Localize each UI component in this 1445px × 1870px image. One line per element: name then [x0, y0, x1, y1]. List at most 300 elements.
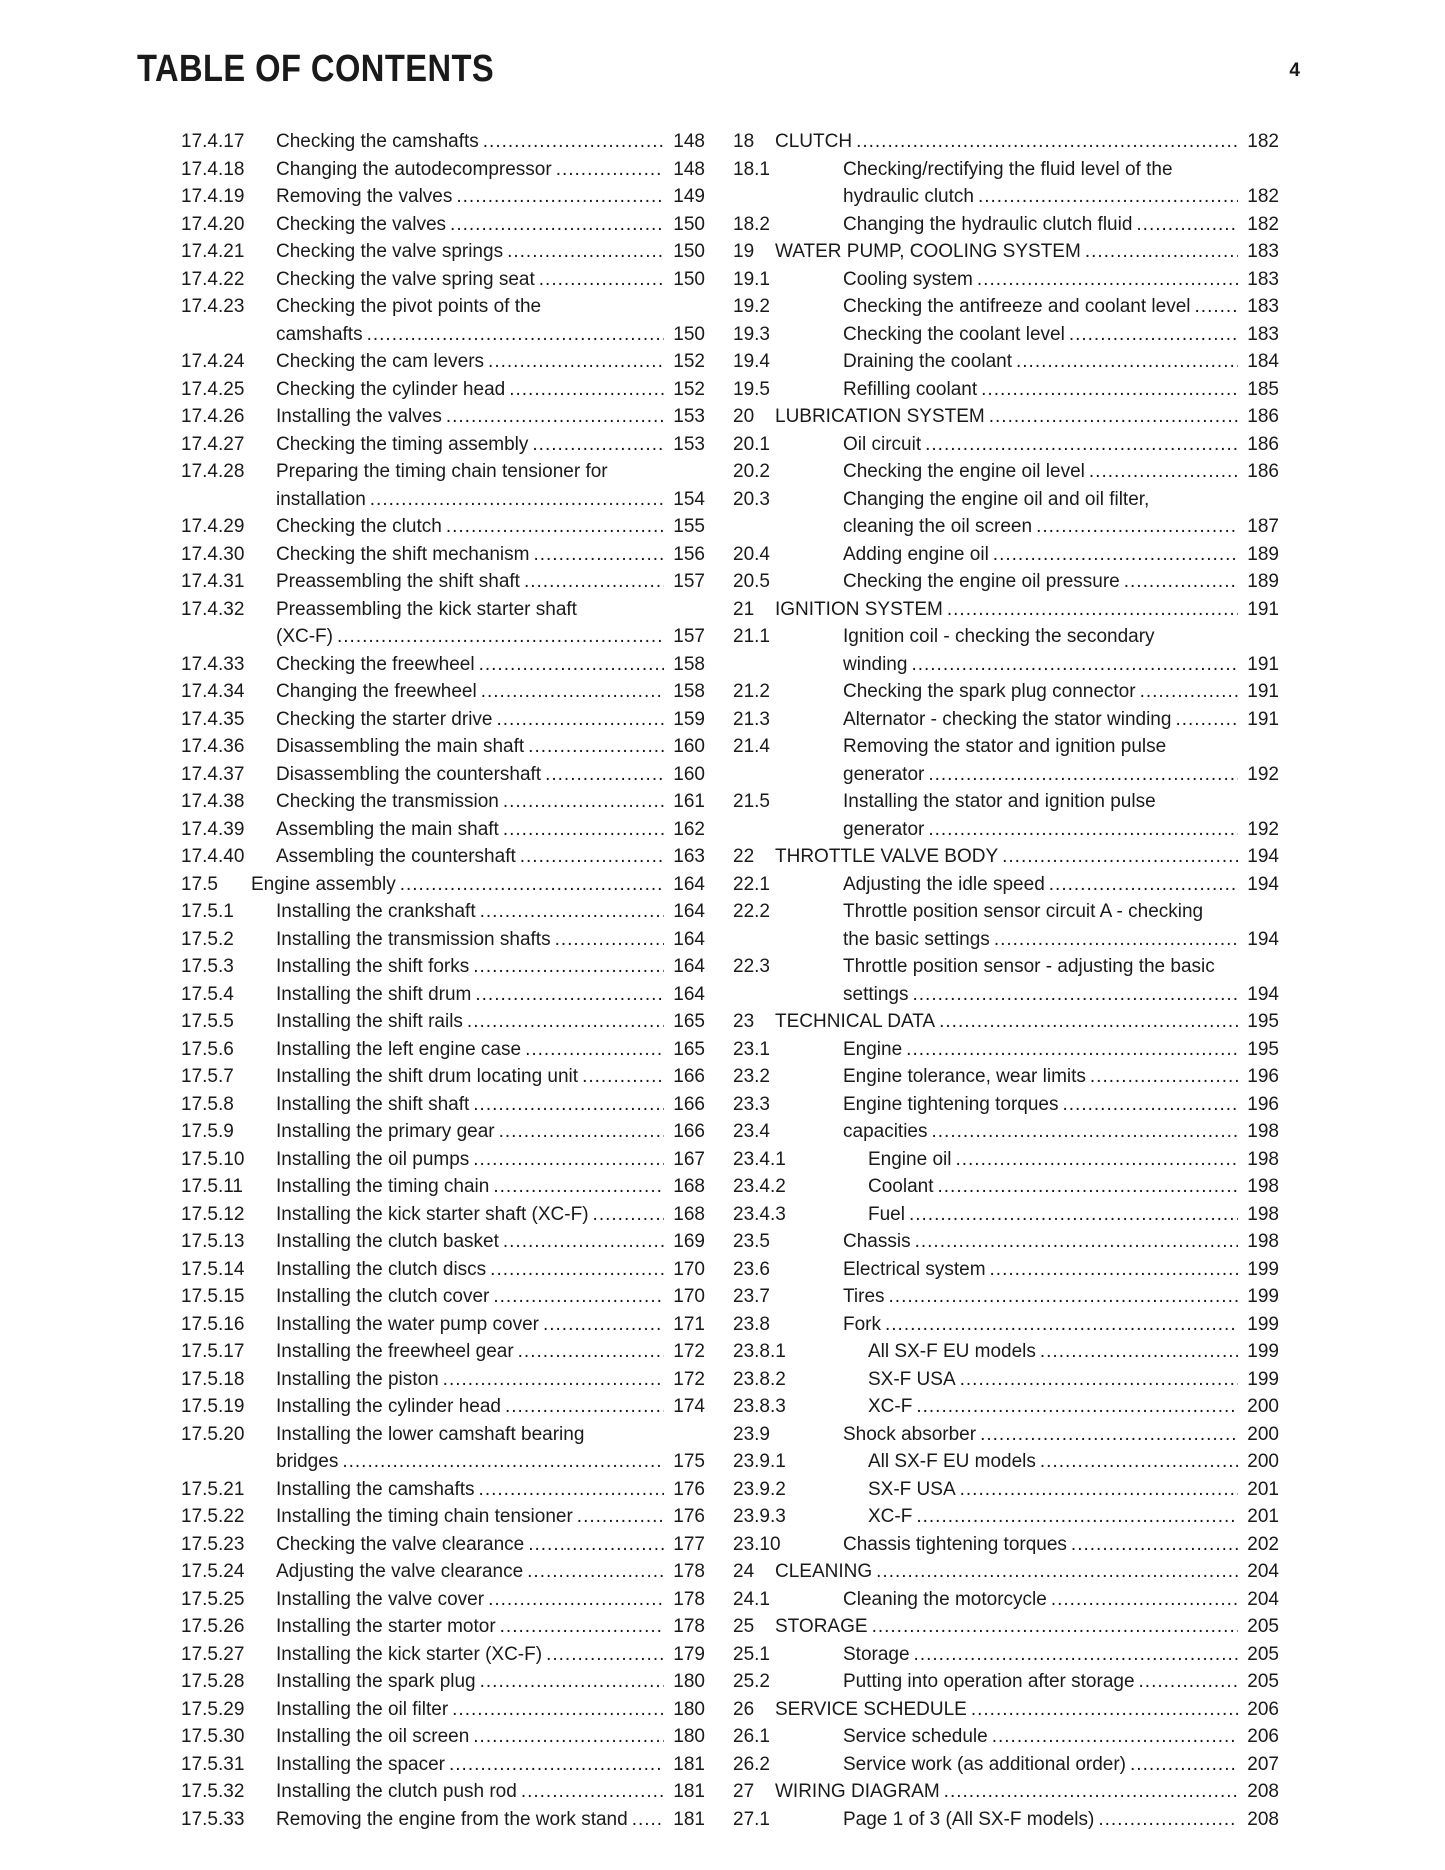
dot-leader	[932, 1118, 1239, 1146]
toc-entry[interactable]	[733, 1503, 1279, 1531]
toc-entry[interactable]	[733, 1723, 1279, 1751]
toc-entry[interactable]	[181, 1806, 705, 1834]
toc-entry[interactable]	[181, 568, 705, 596]
toc-entry[interactable]	[733, 1036, 1279, 1064]
toc-entry-title: Installing the kick starter shaft (XC-F)	[276, 1203, 589, 1225]
toc-entry[interactable]	[181, 403, 705, 431]
dot-leader	[928, 816, 1238, 844]
toc-entry-title: Installing the left engine case	[276, 1038, 522, 1060]
dot-leader	[545, 761, 664, 789]
toc-entry-title: Installing the piston	[276, 1368, 439, 1390]
dot-leader	[1040, 1338, 1238, 1366]
toc-entry-number: 27	[733, 1781, 755, 1802]
toc-entry-number: 17.4.39	[181, 818, 245, 840]
toc-entry-title: Installing the starter motor	[276, 1616, 496, 1637]
toc-entry-title: Chassis tightening torques	[843, 1533, 1067, 1555]
toc-entry-page: 172	[673, 1341, 705, 1362]
toc-entry-title: Draining the coolant	[843, 351, 1012, 372]
toc-entry[interactable]	[181, 1063, 705, 1091]
toc-entry-page: 160	[673, 736, 705, 757]
toc-entry-number: 23.9	[733, 1423, 770, 1445]
toc-entry[interactable]	[733, 1751, 1279, 1779]
dot-leader	[914, 1641, 1238, 1669]
toc-entry[interactable]	[733, 321, 1279, 349]
toc-entry-title: Refilling coolant	[843, 378, 978, 400]
dot-leader	[1090, 1063, 1238, 1091]
toc-entry[interactable]	[733, 1558, 1279, 1586]
dot-leader	[872, 1613, 1238, 1641]
toc-entry[interactable]	[181, 898, 705, 926]
toc-entry-number: 17.5.7	[181, 1066, 234, 1087]
toc-entry-page: 204	[1247, 1561, 1279, 1582]
toc-entry-page: 185	[1247, 378, 1279, 400]
toc-entry-number: 17.5.1	[181, 901, 234, 922]
toc-entry-title: THROTTLE VALVE BODY	[775, 846, 999, 867]
toc-entry-page: 158	[673, 653, 705, 675]
toc-entry[interactable]	[181, 843, 705, 871]
toc-entry[interactable]	[181, 1091, 705, 1119]
toc-entry[interactable]	[733, 1201, 1279, 1229]
dot-leader	[446, 513, 664, 541]
toc-entry[interactable]	[181, 376, 705, 404]
toc-entry[interactable]	[733, 953, 1279, 1008]
toc-entry-page: 180	[673, 1671, 705, 1692]
toc-entry-title: Changing the freewheel	[276, 681, 477, 702]
toc-entry-number: 21	[733, 598, 755, 620]
toc-entry[interactable]	[181, 788, 705, 816]
dot-leader	[1071, 1531, 1238, 1559]
toc-entry[interactable]	[181, 953, 705, 981]
toc-entry-title: Oil circuit	[843, 433, 922, 455]
toc-entry-number: 23.9.3	[733, 1506, 786, 1527]
toc-entry-number: 21.1	[733, 626, 770, 647]
toc-entry[interactable]	[181, 458, 705, 513]
toc-entry[interactable]	[733, 431, 1279, 459]
toc-entry-title: Installing the kick starter (XC-F)	[276, 1643, 543, 1665]
toc-entry[interactable]	[733, 541, 1279, 569]
toc-entry-page: 181	[673, 1781, 705, 1802]
toc-entry-number: 17.4.38	[181, 791, 245, 812]
toc-entry[interactable]	[733, 348, 1279, 376]
toc-entry[interactable]	[181, 1366, 705, 1394]
dot-leader	[916, 1503, 1238, 1531]
toc-entry-number: 17.5.3	[181, 956, 234, 977]
toc-entry[interactable]	[181, 761, 705, 789]
toc-entry[interactable]	[181, 1283, 705, 1311]
toc-entry[interactable]	[181, 926, 705, 954]
toc-entry[interactable]	[733, 1448, 1279, 1476]
toc-entry-number: 24.1	[733, 1588, 770, 1610]
toc-entry-page: 182	[1247, 131, 1279, 152]
toc-entry-title: Installing the shift forks	[276, 956, 470, 977]
toc-entry-title: Engine	[843, 1038, 903, 1060]
toc-entry-page: 194	[1247, 928, 1279, 950]
toc-entry-title: Page 1 of 3 (All SX-F models)	[843, 1808, 1095, 1830]
toc-entry-page: 208	[1247, 1808, 1279, 1830]
dot-leader	[370, 486, 664, 514]
toc-entry[interactable]	[733, 1778, 1279, 1806]
toc-entry-page: 182	[1247, 213, 1279, 235]
toc-entry-title: Installing the crankshaft	[276, 901, 476, 922]
toc-entry-number: 17.5.21	[181, 1478, 245, 1500]
toc-entry[interactable]	[181, 1008, 705, 1036]
toc-entry-title: settings	[843, 983, 909, 1005]
dot-leader	[1036, 513, 1238, 541]
toc-entry[interactable]	[181, 733, 705, 761]
dot-leader	[499, 1118, 664, 1146]
toc-entry-title: winding	[843, 653, 908, 675]
toc-entry-title: Removing the valves	[276, 186, 453, 207]
toc-entry-page: 198	[1247, 1231, 1279, 1252]
dot-leader	[524, 568, 664, 596]
toc-entry[interactable]	[733, 1641, 1279, 1669]
toc-entry[interactable]	[733, 1173, 1279, 1201]
toc-entry[interactable]	[733, 1586, 1279, 1614]
toc-entry-page: 178	[673, 1616, 705, 1637]
toc-entry-title: CLUTCH	[775, 131, 853, 152]
dot-leader	[1139, 1668, 1238, 1696]
toc-entry[interactable]	[733, 706, 1279, 734]
toc-entry[interactable]	[733, 678, 1279, 706]
toc-entry[interactable]	[181, 678, 705, 706]
dot-leader	[500, 1613, 664, 1641]
toc-entry[interactable]	[181, 1613, 705, 1641]
toc-entry[interactable]	[733, 898, 1279, 953]
dot-leader	[582, 1063, 664, 1091]
toc-entry-title: Adjusting the valve clearance	[276, 1561, 524, 1582]
toc-entry[interactable]	[181, 871, 705, 899]
toc-entry[interactable]	[733, 293, 1279, 321]
toc-entry[interactable]	[181, 183, 705, 211]
toc-entry-title: Changing the autodecompressor	[276, 158, 552, 180]
dot-leader	[527, 1558, 664, 1586]
dot-leader	[555, 926, 664, 954]
toc-column-right	[733, 128, 1279, 1833]
toc-entry-number: 24	[733, 1561, 755, 1582]
toc-entry-title: hydraulic clutch	[843, 186, 974, 207]
toc-entry-page: 162	[673, 818, 705, 840]
toc-entry-number: 17.5.5	[181, 1011, 234, 1032]
toc-entry-title: Installing the clutch cover	[276, 1286, 490, 1307]
dot-leader	[467, 1008, 664, 1036]
toc-entry-number: 17.5.26	[181, 1616, 245, 1637]
toc-entry[interactable]	[181, 156, 705, 184]
dot-leader	[916, 1393, 1238, 1421]
toc-entry[interactable]	[181, 1201, 705, 1229]
toc-entry-page: 199	[1247, 1258, 1279, 1280]
dot-leader	[989, 403, 1238, 431]
toc-entry[interactable]	[181, 706, 705, 734]
dot-leader	[977, 266, 1238, 294]
toc-entry-title: STORAGE	[775, 1616, 868, 1637]
toc-entry-number: 23.4	[733, 1121, 770, 1142]
toc-entry-number: 22	[733, 846, 755, 867]
toc-entry-title: Installing the clutch basket	[276, 1231, 499, 1252]
toc-entry[interactable]	[181, 1118, 705, 1146]
toc-entry-number: 17.5.6	[181, 1038, 234, 1060]
toc-entry[interactable]	[733, 568, 1279, 596]
toc-entry-number: 25	[733, 1616, 755, 1637]
toc-entry[interactable]	[181, 1696, 705, 1724]
toc-entry-number: 17.4.21	[181, 241, 245, 262]
toc-entry-page: 199	[1247, 1286, 1279, 1307]
dot-leader	[493, 1173, 664, 1201]
toc-entry-number: 17.4.34	[181, 681, 245, 702]
toc-entry[interactable]	[733, 376, 1279, 404]
toc-entry-number: 19.4	[733, 351, 770, 372]
toc-entry-page: 205	[1247, 1671, 1279, 1692]
toc-entry-page: 201	[1247, 1478, 1279, 1500]
toc-entry[interactable]	[733, 871, 1279, 899]
dot-leader	[503, 816, 664, 844]
dot-leader	[971, 1696, 1238, 1724]
toc-entry-page: 183	[1247, 296, 1279, 317]
toc-entry-page: 180	[673, 1726, 705, 1747]
toc-entry[interactable]	[733, 156, 1279, 211]
toc-entry-page: 164	[673, 873, 705, 895]
toc-entry-page: 167	[673, 1148, 705, 1170]
toc-entry-title: Installing the water pump cover	[276, 1313, 539, 1335]
toc-entry[interactable]	[181, 1641, 705, 1669]
toc-entry[interactable]	[181, 1751, 705, 1779]
toc-entry-page: 164	[673, 928, 705, 950]
toc-entry-title: capacities	[843, 1121, 928, 1142]
toc-entry-title: Installing the shift rails	[276, 1011, 463, 1032]
toc-entry[interactable]	[733, 788, 1279, 843]
toc-entry-number: 17.5.32	[181, 1781, 245, 1802]
toc-entry[interactable]	[181, 266, 705, 294]
toc-entry-number: 17.5.31	[181, 1753, 245, 1775]
toc-entry[interactable]	[181, 596, 705, 651]
toc-entry[interactable]	[181, 1036, 705, 1064]
toc-entry[interactable]	[181, 513, 705, 541]
toc-entry-page: 157	[673, 626, 705, 647]
dot-leader	[443, 1366, 664, 1394]
toc-entry-page: 152	[673, 351, 705, 372]
toc-entry[interactable]	[181, 816, 705, 844]
toc-entry-number: 23.2	[733, 1066, 770, 1087]
toc-entry[interactable]	[733, 1146, 1279, 1174]
toc-entry[interactable]	[733, 596, 1279, 624]
toc-entry-title: SX-F USA	[868, 1368, 956, 1390]
toc-entry-page: 184	[1247, 351, 1279, 372]
toc-entry[interactable]	[733, 1338, 1279, 1366]
toc-entry-page: 153	[673, 433, 705, 455]
toc-entry-title: SX-F USA	[868, 1478, 956, 1500]
toc-entry[interactable]	[733, 403, 1279, 431]
toc-entry-page: 195	[1247, 1038, 1279, 1060]
toc-entry[interactable]	[181, 1256, 705, 1284]
toc-entry-title: Checking the freewheel	[276, 653, 475, 675]
toc-entry[interactable]	[733, 458, 1279, 486]
toc-entry[interactable]	[181, 651, 705, 679]
toc-entry-number: 20.1	[733, 433, 770, 455]
dot-leader	[632, 1806, 664, 1834]
toc-entry-title: Changing the hydraulic clutch fluid	[843, 213, 1133, 235]
toc-entry-page: 200	[1247, 1451, 1279, 1472]
toc-entry[interactable]	[181, 1476, 705, 1504]
toc-entry[interactable]	[733, 1256, 1279, 1284]
toc-entry-number: 17.5.2	[181, 928, 234, 950]
toc-entry-title: Checking/rectifying the fluid level of the	[843, 158, 1173, 180]
dot-leader	[528, 1531, 664, 1559]
toc-entry[interactable]	[181, 238, 705, 266]
toc-entry[interactable]	[733, 238, 1279, 266]
dot-leader	[556, 156, 664, 184]
toc-entry[interactable]	[181, 128, 705, 156]
toc-entry[interactable]	[733, 1668, 1279, 1696]
toc-entry-number: 23.8	[733, 1313, 770, 1335]
toc-entry[interactable]	[181, 1531, 705, 1559]
toc-entry[interactable]	[181, 431, 705, 459]
toc-entry-page: 172	[673, 1368, 705, 1390]
toc-entry[interactable]	[733, 1696, 1279, 1724]
toc-entry-number: 19.2	[733, 296, 770, 317]
dot-leader	[400, 871, 664, 899]
toc-entry-title: Installing the freewheel gear	[276, 1341, 514, 1362]
dot-leader	[521, 1778, 664, 1806]
toc-entry[interactable]	[181, 1228, 705, 1256]
toc-entry[interactable]	[733, 733, 1279, 788]
toc-entry[interactable]	[733, 1063, 1279, 1091]
toc-entry-title: Installing the shift shaft	[276, 1093, 470, 1115]
toc-entry[interactable]	[733, 1613, 1279, 1641]
toc-entry-page: 150	[673, 241, 705, 262]
toc-entry[interactable]	[733, 211, 1279, 239]
dot-leader	[493, 1283, 664, 1311]
toc-entry[interactable]	[733, 1228, 1279, 1256]
toc-entry-title: Checking the valve spring seat	[276, 268, 535, 290]
toc-entry[interactable]	[733, 1393, 1279, 1421]
toc-entry[interactable]	[733, 1421, 1279, 1449]
toc-entry-title: Adding engine oil	[843, 543, 989, 565]
toc-entry[interactable]	[181, 1586, 705, 1614]
toc-entry-title: Installing the lower camshaft bearing	[276, 1423, 585, 1445]
toc-entry[interactable]	[733, 1118, 1279, 1146]
dot-leader	[539, 266, 664, 294]
toc-entry[interactable]	[733, 1366, 1279, 1394]
toc-entry-title: Engine tightening torques	[843, 1093, 1059, 1115]
toc-entry-page: 200	[1247, 1423, 1279, 1445]
dot-leader	[1063, 1091, 1239, 1119]
dot-leader	[507, 238, 664, 266]
toc-entry-page: 183	[1247, 323, 1279, 345]
toc-entry-page: 207	[1247, 1753, 1279, 1775]
toc-entry[interactable]	[181, 1503, 705, 1531]
toc-entry[interactable]	[733, 1008, 1279, 1036]
dot-leader	[1002, 843, 1238, 871]
toc-entry[interactable]	[181, 1393, 705, 1421]
toc-entry-number: 23.4.3	[733, 1203, 786, 1225]
toc-entry[interactable]	[733, 1091, 1279, 1119]
toc-entry-title: Engine oil	[868, 1148, 952, 1170]
toc-entry[interactable]	[181, 1338, 705, 1366]
toc-entry[interactable]	[733, 623, 1279, 678]
toc-entry[interactable]	[733, 486, 1279, 541]
toc-entry-page: 165	[673, 1038, 705, 1060]
toc-entry[interactable]	[181, 1778, 705, 1806]
toc-entry-page: 191	[1247, 598, 1279, 620]
dot-leader	[928, 761, 1238, 789]
toc-entry-page: 199	[1247, 1313, 1279, 1335]
toc-entry-page: 164	[673, 901, 705, 922]
toc-entry-title: Installing the transmission shafts	[276, 928, 551, 950]
toc-entry[interactable]	[181, 1421, 705, 1476]
toc-entry-number: 23.4.1	[733, 1148, 786, 1170]
toc-entry[interactable]	[733, 1283, 1279, 1311]
dot-leader	[1040, 1448, 1238, 1476]
toc-entry-number: 17.5.15	[181, 1286, 245, 1307]
toc-entry-title: Electrical system	[843, 1258, 986, 1280]
toc-entry[interactable]	[733, 266, 1279, 294]
toc-entry[interactable]	[181, 1558, 705, 1586]
toc-entry[interactable]	[733, 1311, 1279, 1339]
toc-entry-number: 17.4.22	[181, 268, 245, 290]
toc-entry-number: 17.4.36	[181, 736, 245, 757]
toc-entry-page: 199	[1247, 1368, 1279, 1390]
toc-entry[interactable]	[733, 1531, 1279, 1559]
toc-entry[interactable]	[733, 1806, 1279, 1834]
toc-entry[interactable]	[181, 293, 705, 348]
dot-leader	[456, 183, 664, 211]
dot-leader	[367, 321, 664, 349]
toc-entry[interactable]	[181, 1723, 705, 1751]
toc-entry[interactable]	[733, 128, 1279, 156]
toc-entry[interactable]	[733, 843, 1279, 871]
dot-leader	[342, 1448, 664, 1476]
page-header	[137, 44, 1308, 94]
toc-entry-page: 169	[673, 1231, 705, 1252]
toc-entry-page: 148	[673, 131, 705, 152]
toc-entry-title: Installing the valves	[276, 406, 442, 427]
toc-entry[interactable]	[181, 1173, 705, 1201]
toc-entry-number: 20.3	[733, 488, 770, 510]
toc-entry[interactable]	[181, 211, 705, 239]
toc-entry-title: Fuel	[868, 1203, 905, 1225]
dot-leader	[906, 1036, 1238, 1064]
toc-entry-number: 19	[733, 241, 755, 262]
toc-entry-title: All SX-F EU models	[868, 1341, 1036, 1362]
toc-entry-title: Installing the shift drum locating unit	[276, 1066, 579, 1087]
toc-entry-number: 17.5	[181, 873, 218, 895]
toc-entry-number: 17.4.28	[181, 461, 245, 482]
dot-leader	[909, 1201, 1238, 1229]
dot-leader	[944, 1778, 1238, 1806]
toc-entry[interactable]	[181, 348, 705, 376]
toc-entry-title: XC-F	[868, 1506, 913, 1527]
toc-entry-title: Cleaning the motorcycle	[843, 1588, 1047, 1610]
toc-entry[interactable]	[181, 1311, 705, 1339]
toc-entry[interactable]	[181, 1146, 705, 1174]
dot-leader	[488, 348, 664, 376]
toc-entry-number: 17.4.35	[181, 708, 245, 730]
toc-entry[interactable]	[181, 541, 705, 569]
toc-entry-page: 201	[1247, 1506, 1279, 1527]
toc-entry-number: 27.1	[733, 1808, 770, 1830]
dot-leader	[911, 651, 1238, 679]
toc-entry-title: SERVICE SCHEDULE	[775, 1698, 967, 1720]
toc-entry-page: 206	[1247, 1698, 1279, 1720]
toc-entry-title: IGNITION SYSTEM	[775, 598, 943, 620]
toc-entry[interactable]	[733, 1476, 1279, 1504]
toc-entry-title: Checking the starter drive	[276, 708, 493, 730]
toc-entry-number: 26	[733, 1698, 755, 1720]
dot-leader	[577, 1503, 664, 1531]
toc-entry[interactable]	[181, 981, 705, 1009]
toc-entry-title: Throttle position sensor - adjusting the basic	[843, 956, 1215, 977]
toc-entry[interactable]	[181, 1668, 705, 1696]
toc-entry-page: 191	[1247, 708, 1279, 730]
